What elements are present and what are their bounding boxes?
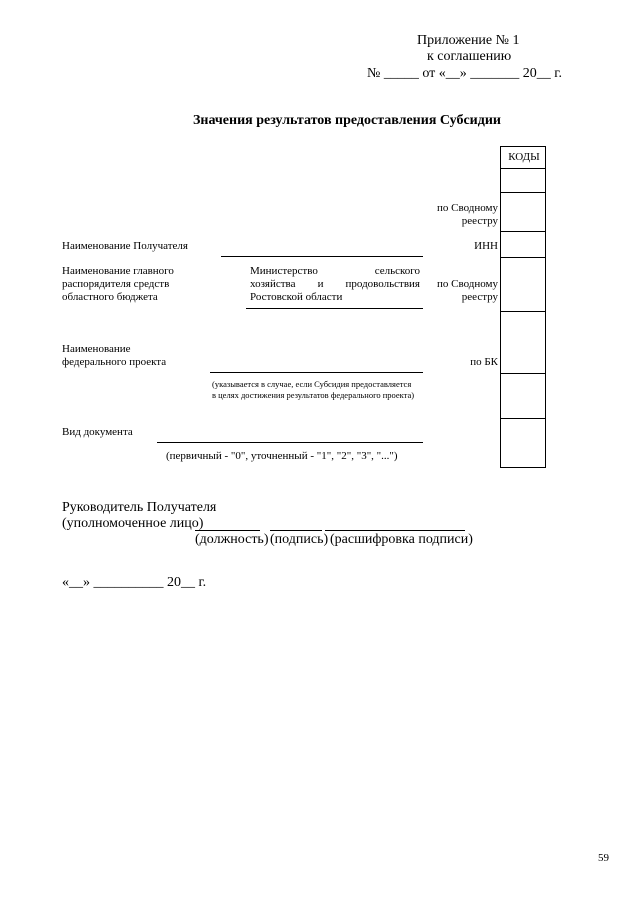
inn-label: ИНН: [474, 240, 498, 252]
sign-field-line[interactable]: [270, 530, 322, 531]
head-of-recipient-label: Руководитель Получателя: [62, 500, 217, 515]
manager-label-3: областного бюджета: [62, 291, 158, 303]
fedproject-label-1: Наименование: [62, 343, 131, 355]
svod-registry-label-2b: реестру: [461, 291, 498, 303]
manager-label-2: распорядителя средств: [62, 278, 170, 290]
position-field-line[interactable]: [195, 530, 260, 531]
sign-caption: (подпись): [270, 532, 329, 547]
position-caption: (должность): [195, 532, 269, 547]
manager-field-line: [246, 308, 423, 309]
ministry-name-1: Министерство сельского: [250, 265, 420, 277]
signature-date: «__» __________ 20__ г.: [62, 575, 207, 590]
doctype-field-line[interactable]: [157, 442, 423, 443]
recipient-label: Наименование Получателя: [62, 240, 188, 252]
bk-label: по БК: [470, 356, 498, 368]
page-title: Значения результатов предоставления Субсидии: [193, 113, 501, 128]
fedproject-note-1: (указывается в случае, если Субсидия предоставляется: [212, 379, 412, 389]
fedproject-note-2: в целях достижения результатов федерального проекта): [212, 390, 415, 400]
doctype-label: Вид документа: [62, 426, 133, 438]
fedproject-label-2: федерального проекта: [62, 356, 167, 368]
decode-field-line[interactable]: [325, 530, 465, 531]
svod-registry-label-2: по Сводному: [436, 278, 498, 290]
codes-header: КОДЫ: [508, 151, 540, 163]
fedproject-field-line[interactable]: [210, 372, 423, 373]
page-number: 59: [598, 852, 609, 864]
manager-label-1: Наименование главного: [62, 265, 174, 277]
authorized-person-label: (уполномоченное лицо): [62, 516, 204, 531]
ministry-name-2: хозяйства и продовольствия: [250, 278, 420, 290]
svod-registry-label-1: по Сводному: [436, 202, 498, 214]
agreement-number-line: № _____ от «__» _______ 20__ г.: [367, 66, 562, 81]
ministry-name-3: Ростовской области: [250, 291, 343, 303]
decode-caption: (расшифровка подписи): [330, 532, 473, 547]
recipient-field-line[interactable]: [221, 256, 423, 257]
appendix-number: Приложение № 1: [417, 33, 520, 48]
codes-column: [500, 146, 546, 468]
svod-registry-label-1b: реестру: [461, 215, 498, 227]
doctype-note: (первичный - "0", уточненный - "1", "2", "3", "..."): [166, 450, 398, 462]
appendix-agreement: к соглашению: [427, 49, 512, 64]
